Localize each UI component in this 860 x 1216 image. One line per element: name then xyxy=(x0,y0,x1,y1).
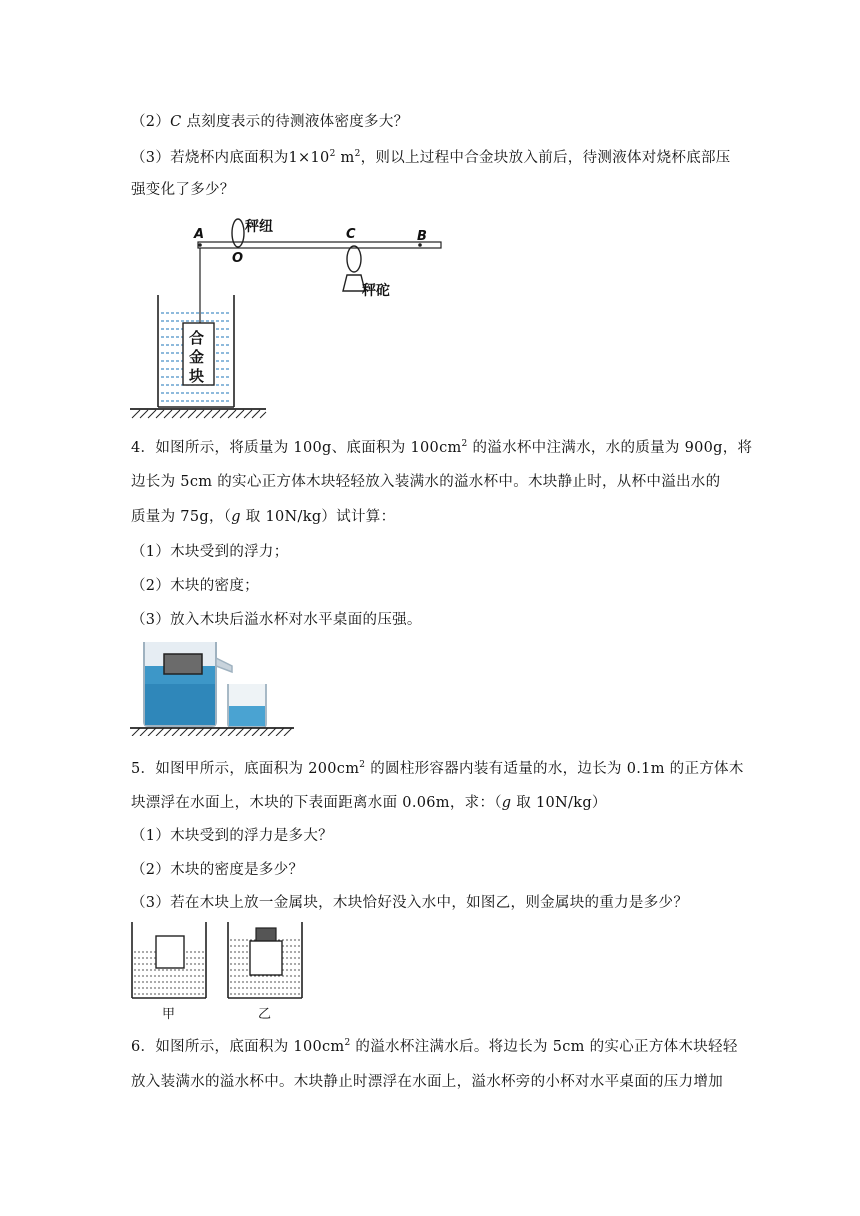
floating-block-figure xyxy=(128,918,308,1004)
q6-line2: 放入装满水的溢水杯中。木块静止时漂浮在水面上，溢水杯旁的小杯对水平桌面的压力增加 xyxy=(131,1074,723,1090)
q4-line2: 边长为 5cm 的实心正方体木块轻轻放入装满水的溢水杯中。木块静止时，从杯中溢出水的 xyxy=(131,474,721,490)
q4-line3-a: 质量为 75g，（ xyxy=(131,509,232,525)
label-B: B xyxy=(417,229,427,244)
q3-sub2-text: 点刻度表示的待测液体密度多大？ xyxy=(181,114,409,130)
label-steelyard-knob: 秤纽 xyxy=(245,219,273,235)
q4-line3-g: g xyxy=(231,509,241,525)
wood-block-yi xyxy=(250,941,282,975)
q3-sub2-var: C xyxy=(170,114,182,130)
metal-block xyxy=(256,928,276,941)
q6-line1-a: 6．如图所示，底面积为 100cm xyxy=(131,1039,345,1055)
counterweight-ring xyxy=(347,246,361,272)
q5-sub3: （3）若在木块上放一金属块，木块恰好没入水中，如图乙，则金属块的重力是多少？ xyxy=(131,895,689,911)
q4-line1 xyxy=(131,436,752,457)
q5-line2-a: 块漂浮在水面上，木块的下表面距离水面 0.06m，求：（ xyxy=(131,795,502,811)
q4-line3-b: 取 10N/kg）试计算： xyxy=(240,509,396,525)
q5-line2-b: 取 10N/kg） xyxy=(511,795,607,811)
q5-line2-g: g xyxy=(501,795,512,811)
q4-line3 xyxy=(131,505,395,526)
q3-sub3-line2: 强变化了多少？ xyxy=(131,182,235,198)
q4-sub2: （2）木块的密度； xyxy=(131,578,259,594)
label-O: O xyxy=(232,251,244,266)
q5-sub1: （1）木块受到的浮力是多大？ xyxy=(131,828,333,844)
container-yi xyxy=(228,922,302,998)
q5-line2 xyxy=(131,791,607,812)
q4-sub3: （3）放入木块后溢水杯对水平桌面的压强。 xyxy=(131,612,422,628)
overflow-cup-figure xyxy=(128,636,298,736)
q4-line1-sup: 2 xyxy=(461,439,468,450)
label-counterweight: 秤砣 xyxy=(362,283,390,299)
q5-line1-a: 5．如图甲所示，底面积为 200cm xyxy=(131,761,360,777)
q6-line1-sup: 2 xyxy=(344,1038,351,1049)
q3-sub3-unit: m xyxy=(335,150,355,166)
q6-line1 xyxy=(131,1035,738,1056)
q3-sub3-rest: ，则以上过程中合金块放入前后，待测液体对烧杯底部压 xyxy=(360,150,731,166)
q3-sub3-prefix: （3）若烧杯内底面积为 xyxy=(131,150,289,166)
q4-line1-b: 的溢水杯中注满水，水的质量为 900g，将 xyxy=(467,440,753,456)
wood-block-jia xyxy=(156,936,184,968)
q5-line1 xyxy=(131,757,744,778)
q4-line1-a: 4．如图所示，将质量为 100g、底面积为 100cm xyxy=(131,440,462,456)
q6-line1-b: 的溢水杯注满水后。将边长为 5cm 的实心正方体木块轻轻 xyxy=(350,1039,738,1055)
q3-sub3-exp: 2 xyxy=(329,149,336,160)
steelyard-figure xyxy=(128,215,448,425)
alloy-block-char-2: 金 xyxy=(189,348,205,366)
figure-label-yi: 乙 xyxy=(258,1007,272,1022)
figure-label-jia: 甲 xyxy=(162,1007,176,1022)
q5-sub2: （2）木块的密度是多少？ xyxy=(131,862,304,878)
container-jia xyxy=(132,922,206,998)
label-A: A xyxy=(194,227,205,242)
alloy-block-char-1: 合 xyxy=(189,329,205,347)
q3-sub3-unit-exp: 2 xyxy=(354,149,361,160)
q3-sub2-prefix: （2） xyxy=(131,114,171,130)
q3-sub2 xyxy=(131,110,408,131)
q3-sub3-area: 1×10 xyxy=(288,150,330,166)
q5-line1-sup: 2 xyxy=(359,760,366,771)
wood-block xyxy=(164,654,202,674)
q3-sub3-line1 xyxy=(131,146,731,167)
label-C: C xyxy=(346,227,356,242)
alloy-block-char-3: 块 xyxy=(189,367,205,385)
q4-sub1: （1）木块受到的浮力； xyxy=(131,544,289,560)
q5-line1-b: 的圆柱形容器内装有适量的水，边长为 0.1m 的正方体木 xyxy=(365,761,744,777)
